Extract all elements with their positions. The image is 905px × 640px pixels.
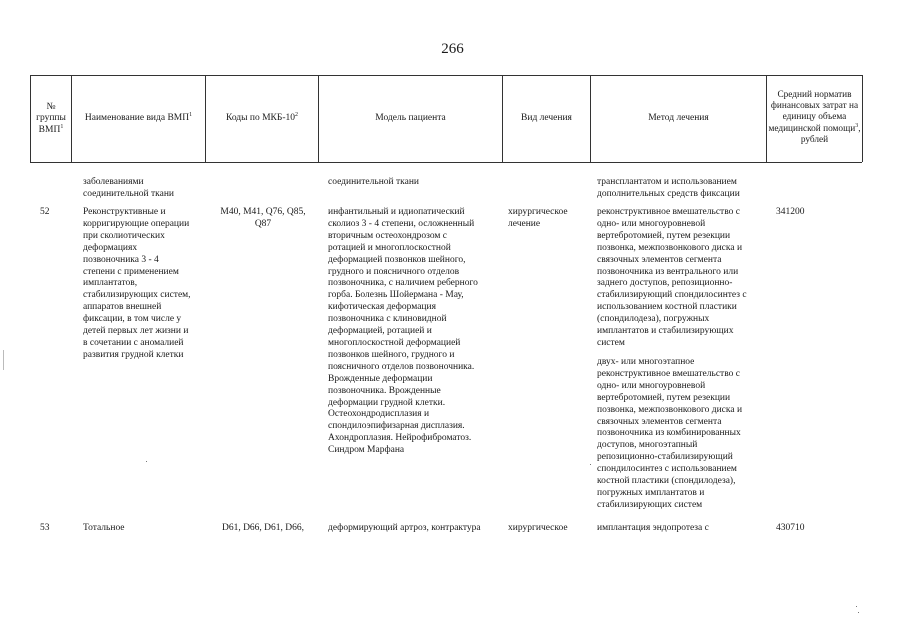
header-treatment-type: Вид лечения: [521, 113, 572, 124]
continuation-model: соединительной ткани: [328, 177, 420, 187]
average-cost: 430710: [776, 523, 805, 533]
icd-codes: D61, D66, D61, D66,: [221, 523, 305, 533]
vmp-name: Реконструктивные и корригирующие операции при сколиотических деформациях позвоночника 3 - 4 степени с применением имплантатов, стабилизирующих систем, аппаратов внешней фиксации, в том числе у детей первых лет жизни и в сочетании с аномалией развития грудной клетки: [83, 207, 191, 360]
scan-artifact: [146, 461, 147, 462]
page-number: 266: [441, 41, 464, 57]
treatment-method: реконструктивное вмешательство с одно- или многоуровневой вертебротомией, путем резекции позвонка, межпозвонкового диска и связочных элементов сегмента позвоночника из вентрального или заднего доступов, репозиционно- стабилизирующий спондилосинтез с использованием костной пластики (спондилодеза), погружных имплантатов и стабилизирующих систем: [597, 207, 747, 348]
header-treatment-method: Метод лечения: [648, 113, 709, 124]
treatment-type: хирургическое: [508, 523, 568, 533]
treatment-method: двух- или многоэтапное реконструктивное вмешательство с одно- или многоуровневой вертебротомией, путем резекции позвонка, межпозвонкового диска и связочных элементов сегмента позвоночника из комбинированных доступов, многоэтапный репозиционно-стабилизирующий спондилосинтез с использованием костной пластики (спондилодеза), погружных имплантатов и стабилизирующих систем: [597, 357, 743, 510]
treatment-type: хирургическое лечение: [508, 207, 568, 229]
header-icd-codes: Коды по МКБ-$10^2$: [225, 112, 299, 124]
vmp-name: Тотальное: [83, 523, 125, 533]
scan-artifact: [590, 464, 591, 465]
col-divider: [766, 75, 767, 162]
group-number: 53: [40, 523, 50, 533]
header-vmp-name: Наименование вида ВМП$^1$: [84, 112, 193, 124]
continuation-name: заболеваниями соединительной ткани: [83, 177, 175, 199]
scan-artifact: [858, 612, 859, 613]
group-number: 52: [40, 207, 50, 217]
header-group-number: № группы ВМП$^1$: [36, 101, 66, 135]
continuation-method: трансплантатом и использованием дополнительных средств фиксации: [597, 177, 740, 199]
average-cost: 341200: [776, 207, 805, 217]
header-bottom-border: [30, 162, 862, 163]
col-divider: [862, 75, 863, 162]
header-average-cost: Средний норматив финансовых затрат на единицу объема медицинской помощи$^3$, рублей: [768, 89, 861, 145]
scan-artifact: [856, 606, 857, 607]
patient-model: деформирующий артроз, контрактура: [328, 523, 481, 533]
scan-artifact: [3, 350, 4, 370]
icd-codes: M40, M41, Q76, Q85, Q87: [220, 207, 306, 229]
header-patient-model: Модель пациента: [375, 113, 446, 124]
treatment-method: имплантация эндопротеза с: [597, 523, 709, 533]
patient-model: инфантильный и идиопатический сколиоз 3 - 4 степени, осложненный вторичным остеохондрозом с ротацией и многоплоскостной деформацией позвонков шейного, грудного и поясничного отделов позвоночника, с наличием реберного горба. Болезнь Шойермана - Мау, кифотическая деформация позвоночника с клиновидной деформацией, ротацией и многоплоскостной деформацией позвонков шейного, грудного и поясничного отделов позвоночника. Врожденные деформации позвоночника. Врожденные деформации грудной клетки. Остеохондродисплазия и спондилоэпифизарная дисплазия. Ахондроплазия. Нейрофиброматоз. Синдром Марфана: [328, 207, 478, 456]
